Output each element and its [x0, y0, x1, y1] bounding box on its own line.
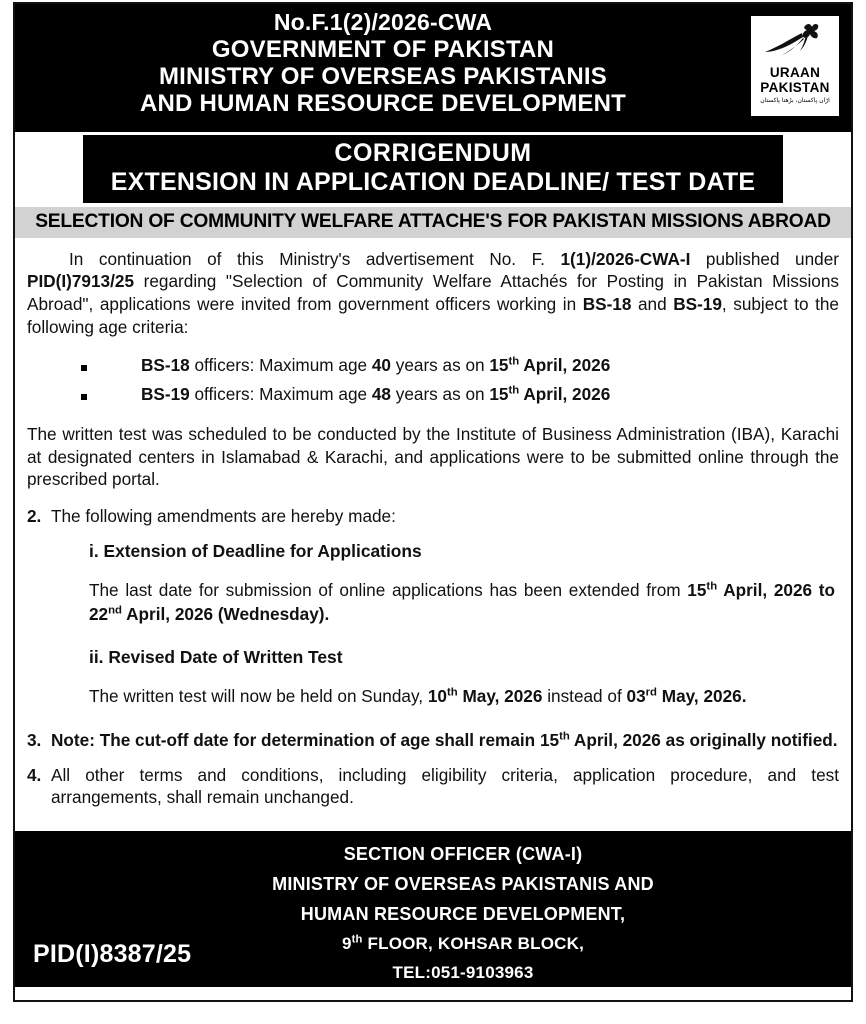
item-4-number: 4. [27, 764, 42, 785]
test-date-text-b: instead of [542, 686, 627, 707]
new-deadline-ordinal: nd [108, 603, 122, 616]
bullet-date-ordinal: th [508, 383, 520, 396]
old-test-date-ordinal: rd [645, 686, 657, 699]
floor-ordinal: th [351, 933, 363, 946]
item-2-text: The following amendments are hereby made: [51, 506, 396, 527]
document-header [15, 4, 851, 132]
written-test-paragraph: The written test was scheduled to be conducted by the Institute of Business Administration (IBA), Karachi at designated centers in Islamabad & Karachi, and applications were to be submitted online through the prescribed portal. [27, 424, 839, 490]
file-number: No.F.1(2)/2026-CWA [273, 9, 493, 35]
bullet-grade: BS-19 [141, 383, 190, 404]
logo-text-line-2: PAKISTAN [760, 79, 830, 95]
ministry-line-1: MINISTRY OF OVERSEAS PAKISTANIS [158, 62, 608, 90]
intro-text-e: , subject to the following age criteria: [27, 293, 839, 337]
amendment-i-text [89, 579, 839, 626]
amendment-i-heading: i. Extension of Deadline for Applications [89, 540, 422, 561]
grade-bs18-inline: BS-18 [582, 293, 632, 314]
old-deadline-number: 15 [687, 579, 707, 600]
old-deadline-ordinal: th [706, 580, 718, 593]
other-terms-note [27, 764, 839, 809]
amendment-ii-text [89, 685, 839, 709]
bullet-rest-a: officers: Maximum age [189, 383, 372, 404]
floor-number: 9 [341, 934, 352, 954]
government-title: GOVERNMENT OF PAKISTAN [211, 35, 555, 63]
list-item [27, 383, 839, 405]
eagle-bird-icon [762, 21, 828, 65]
footer-floor-address [75, 929, 851, 958]
intro-text-c: regarding "Selection of Community Welfare Attachés for Posting in Pakistan Missions Abroad", applications were invited from government officers working in [27, 271, 839, 314]
footer-telephone: TEL:051-9103963 [392, 963, 534, 983]
item-2-number: 2. [27, 506, 42, 527]
bullet-content [141, 354, 610, 376]
original-pid: PID(I)7913/25 [27, 271, 135, 292]
new-test-date-number: 10 [427, 686, 447, 707]
banner-wrapper [15, 132, 851, 205]
intro-text-b: published under [690, 248, 840, 269]
bullet-date-rest: April, 2026 [519, 355, 611, 376]
list-item [27, 354, 839, 376]
bullet-rest-b: years as on [390, 355, 490, 376]
amendment-ii-heading: ii. Revised Date of Written Test [89, 647, 343, 668]
test-date-text-a: The written test will now be held on Sunday, [89, 686, 428, 707]
cutoff-date-rest: April, 2026 [569, 729, 661, 750]
footer-ministry-line-1: MINISTRY OF OVERSEAS PAKISTANIS AND [272, 874, 654, 895]
new-deadline-number: 22 [89, 603, 109, 624]
intro-text-a: In continuation of this Ministry's advertisement No. F. [69, 248, 561, 269]
amendments-intro [27, 505, 839, 528]
bullet-date-number: 15 [489, 383, 509, 404]
cutoff-date-ordinal: th [559, 730, 570, 743]
floor-address-rest: FLOOR, KOHSAR BLOCK, [362, 934, 585, 954]
bullet-max-age: 40 [371, 355, 391, 376]
item-3-text [51, 729, 839, 752]
grade-bs19-inline: BS-19 [673, 293, 722, 314]
advert-frame [13, 2, 853, 1002]
original-advert-ref: 1(1)/2026-CWA-I [560, 248, 691, 269]
square-bullet-icon [81, 365, 87, 371]
old-test-date-rest: May, 2026. [656, 686, 747, 707]
bullet-rest-a: officers: Maximum age [189, 355, 372, 376]
bullet-date-rest: April, 2026 [519, 383, 611, 404]
new-test-date-rest: May, 2026 [457, 686, 543, 707]
intro-paragraph [27, 248, 839, 339]
deadline-text-b: to [812, 579, 836, 600]
bullet-date-ordinal: th [508, 355, 520, 368]
bullet-content [141, 383, 610, 405]
new-test-date-ordinal: th [446, 686, 458, 699]
footer-pid-number: PID(I)8387/25 [33, 940, 192, 969]
uraan-pakistan-logo [751, 16, 839, 116]
banner-subtitle: EXTENSION IN APPLICATION DEADLINE/ TEST DATE [110, 167, 756, 196]
new-deadline-rest: April, 2026 (Wednesday). [121, 603, 330, 624]
bullet-grade: BS-18 [141, 355, 190, 376]
deadline-text-a: The last date for submission of online applications has been extended from [89, 579, 688, 600]
footer-officer-title: SECTION OFFICER (CWA-I) [343, 844, 583, 865]
age-criteria-list [27, 354, 839, 405]
logo-text-line-1: URAAN [769, 65, 821, 80]
header-text-block [15, 10, 851, 117]
intro-text-d: and [631, 293, 674, 314]
note-text-a: Note: The cut-off date for determination of age shall remain [51, 729, 540, 750]
banner-title: CORRIGENDUM [334, 139, 532, 167]
note-text-b: as originally notified. [660, 729, 838, 750]
document-body [15, 238, 851, 828]
selection-subtitle-band: SELECTION OF COMMUNITY WELFARE ATTACHE'S FOR PAKISTAN MISSIONS ABROAD [15, 207, 851, 238]
square-bullet-icon [81, 394, 87, 400]
cutoff-note [27, 729, 839, 752]
document-footer [15, 831, 851, 987]
bullet-rest-b: years as on [390, 383, 490, 404]
ministry-line-2: AND HUMAN RESOURCE DEVELOPMENT [139, 89, 627, 117]
bullet-max-age: 48 [371, 383, 391, 404]
item-3-number: 3. [27, 729, 42, 750]
old-deadline-rest: April, 2026 [717, 579, 813, 600]
logo-urdu-tagline: اڑان پاکستان، بڑھتا پاکستان [760, 97, 830, 104]
corrigendum-banner [83, 135, 783, 203]
cutoff-date-number: 15 [539, 729, 560, 750]
old-test-date-number: 03 [626, 686, 646, 707]
bullet-date-number: 15 [489, 355, 509, 376]
item-4-text: All other terms and conditions, including eligibility criteria, application procedure, and test arrangements, shall remain unchanged. [51, 764, 839, 808]
footer-ministry-line-2: HUMAN RESOURCE DEVELOPMENT, [300, 904, 626, 925]
